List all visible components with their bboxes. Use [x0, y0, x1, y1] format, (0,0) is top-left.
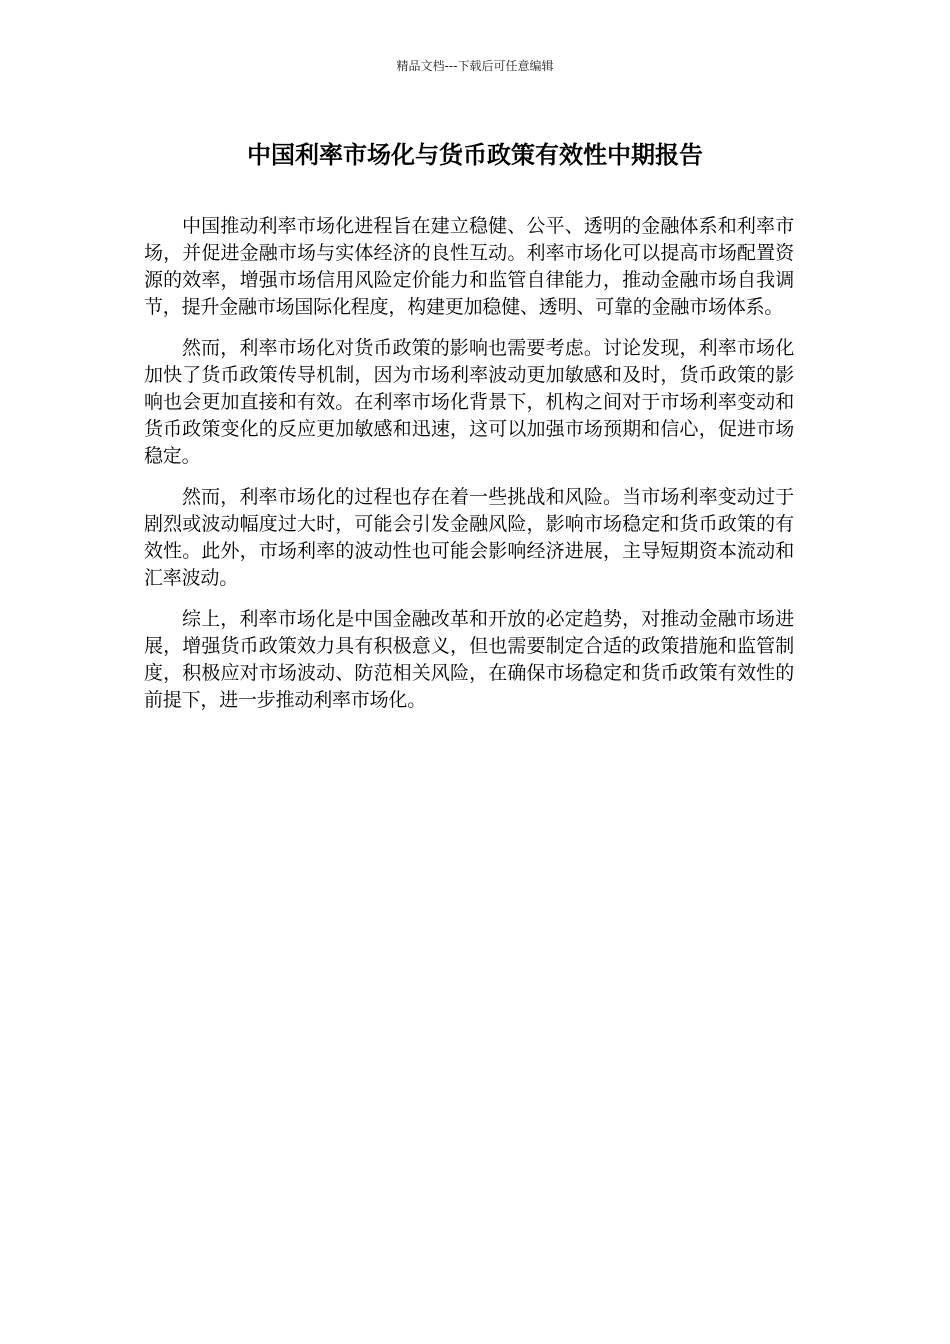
paragraph-3: 然而，利率市场化的过程也存在着一些挑战和风险。当市场利率变动过于剧烈或波动幅度过大时，可能会引发金融风险，影响市场稳定和货币政策的有效性。此外，市场利率的波动性也可能会影响经济进展，主导短期资本流动和汇率波动。 — [144, 486, 794, 589]
paragraph-2: 然而，利率市场化对货币政策的影响也需要考虑。讨论发现，利率市场化加快了货币政策传导机制，因为市场利率波动更加敏感和及时，货币政策的影响也会更加直接和有效。在利率市场化背景下，机构之间对于市场利率变动和货币政策变化的反应更加敏感和迅速，这可以加强市场预期和信心，促进市场稳定。 — [144, 337, 794, 467]
document-body — [144, 213, 794, 728]
paragraph-1: 中国推动利率市场化进程旨在建立稳健、公平、透明的金融体系和利率市场，并促进金融市场与实体经济的良性互动。利率市场化可以提高市场配置资源的效率，增强市场信用风险定价能力和监管自律能力，推动金融市场自我调节，提升金融市场国际化程度，构建更加稳健、透明、可靠的金融市场体系。 — [144, 215, 794, 318]
document-title: 中国利率市场化与货币政策有效性中期报告 — [247, 141, 703, 169]
paragraph-4: 综上，利率市场化是中国金融改革和开放的必定趋势，对推动金融市场进展，增强货币政策效力具有积极意义，但也需要制定合适的政策措施和监管制度，积极应对市场波动、防范相关风险，在确保市场稳定和货币政策有效性的前提下，进一步推动利率市场化。 — [144, 608, 794, 711]
header-note: 精品文档---下载后可任意编辑 — [396, 59, 554, 73]
